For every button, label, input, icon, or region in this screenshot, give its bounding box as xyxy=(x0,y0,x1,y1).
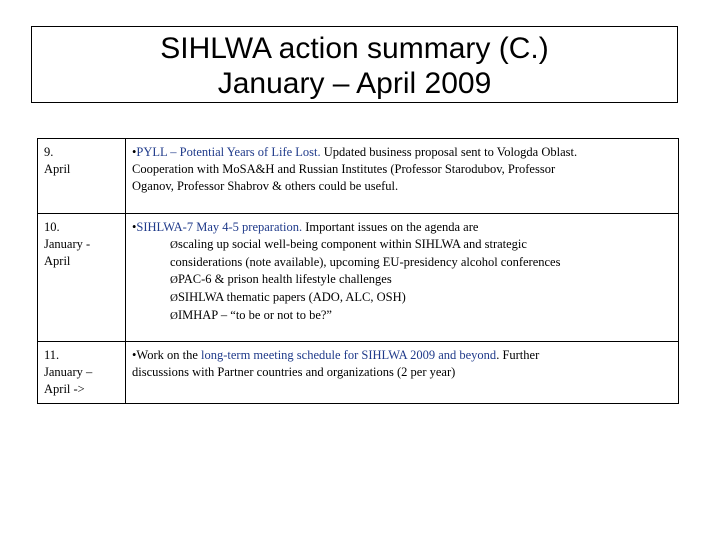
content-text: Work on the xyxy=(136,348,201,362)
sub-item-text: SIHLWA thematic papers (ADO, ALC, OSH) xyxy=(177,290,406,304)
arrow-bullet-icon: Ø xyxy=(170,239,178,251)
content-cell xyxy=(126,342,679,404)
arrow-bullet-icon: Ø xyxy=(170,292,178,304)
arrow-bullet-icon: Ø xyxy=(170,274,178,286)
table-row xyxy=(38,342,679,404)
highlight-text: PYLL – Potential Years of Life Lost. xyxy=(136,145,321,159)
sub-item-text: scaling up social well-being component within SIHLWA and strategic xyxy=(177,237,527,251)
table-row xyxy=(38,139,679,214)
sub-item-text: considerations (note available), upcoming EU-presidency alcohol conferences xyxy=(170,255,561,269)
content-line: Oganov, Professor Shabrov & others could be useful. xyxy=(132,179,399,193)
sub-item xyxy=(132,271,672,289)
content-cell xyxy=(126,139,679,214)
content-line: discussions with Partner countries and organizations (2 per year) xyxy=(132,365,456,379)
content-text: Important issues on the agenda are xyxy=(302,220,479,234)
content-text: . Further xyxy=(496,348,540,362)
sub-item-text: IMHAP – “to be or not to be?” xyxy=(177,308,332,322)
row-number: 9. xyxy=(44,145,54,159)
content-text: Updated business proposal sent to Vologda Oblast. xyxy=(320,145,578,159)
sub-item-text: PAC-6 & prison health lifestyle challenges xyxy=(177,272,392,286)
period-text: January - xyxy=(44,237,91,251)
period-text: April xyxy=(44,162,71,176)
table-row xyxy=(38,214,679,342)
row-number: 11. xyxy=(44,348,60,362)
period-cell xyxy=(38,214,126,342)
content-cell xyxy=(126,214,679,342)
sub-item xyxy=(132,289,672,307)
title-line-1: SIHLWA action summary (C.) xyxy=(160,32,549,65)
period-text: April xyxy=(44,254,71,268)
content-line: Cooperation with MoSA&H and Russian Institutes (Professor Starodubov, Professor xyxy=(132,162,556,176)
content-line xyxy=(132,144,672,161)
action-summary-table xyxy=(37,138,679,404)
bullet-icon: • xyxy=(132,145,137,159)
period-text: April -> xyxy=(44,382,85,396)
period-text: January – xyxy=(44,365,93,379)
bullet-icon: • xyxy=(132,220,137,234)
highlight-text: SIHLWA-7 May 4-5 preparation. xyxy=(136,220,303,234)
sub-item xyxy=(132,307,672,325)
title-line-2: January – April 2009 xyxy=(217,67,492,100)
content-line xyxy=(132,347,672,364)
bullet-icon: • xyxy=(132,348,137,362)
period-cell xyxy=(38,139,126,214)
row-number: 10. xyxy=(44,220,60,234)
period-cell xyxy=(38,342,126,404)
content-line xyxy=(132,219,672,236)
sub-item xyxy=(132,236,672,254)
arrow-bullet-icon: Ø xyxy=(170,310,178,322)
slide-title xyxy=(31,26,678,103)
highlight-text: long-term meeting schedule for SIHLWA 2009 and beyond xyxy=(201,348,497,362)
